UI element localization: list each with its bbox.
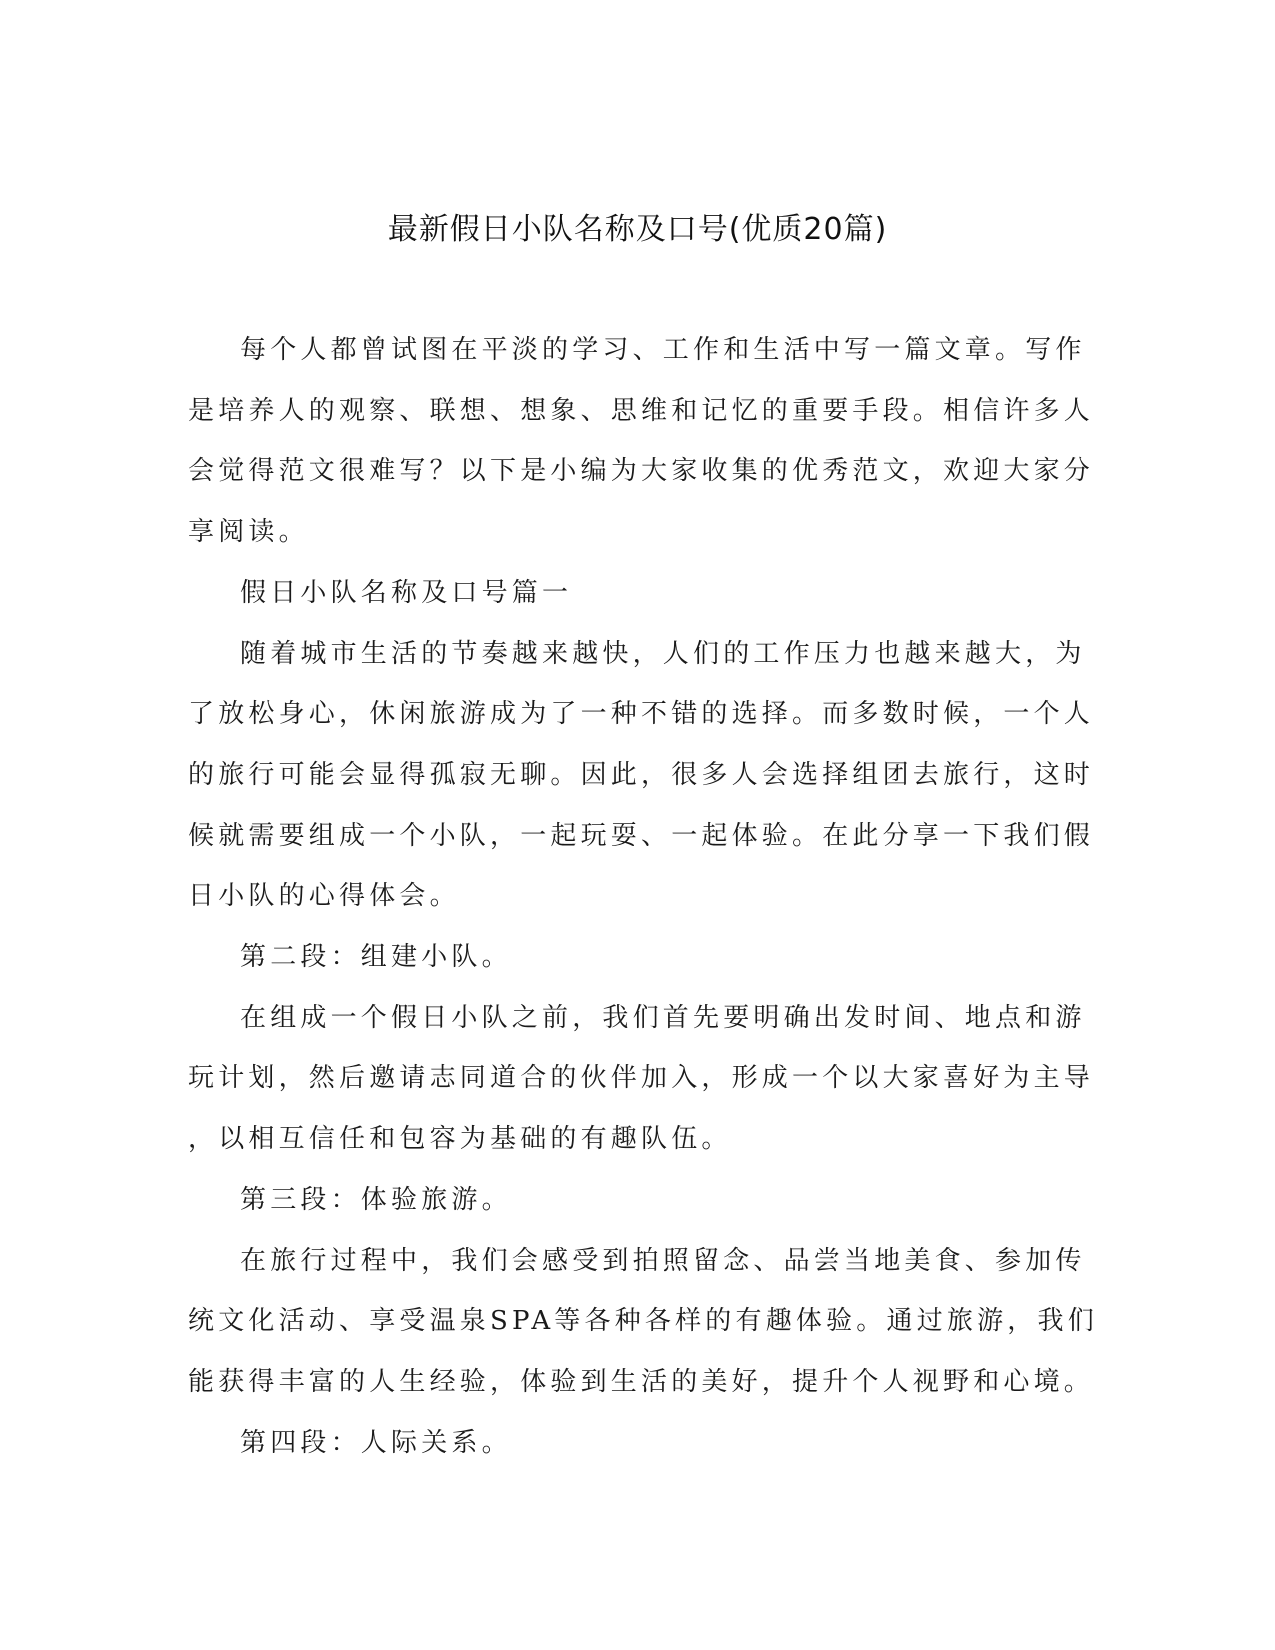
paragraph-body — [188, 624, 1095, 928]
section-heading — [188, 1170, 1068, 1231]
text-line: 了放松身心，休闲旅游成为了一种不错的选择。而多数时候，一个人 — [188, 699, 1095, 730]
text-line: 日小队的心得体会。 — [188, 881, 460, 912]
text-line: 在旅行过程中，我们会感受到拍照留念、品尝当地美食、参加传 — [240, 1245, 1086, 1276]
text-line: 能获得丰富的人生经验，体验到生活的美好，提升个人视野和心境。 — [188, 1366, 1095, 1397]
text-line: 统文化活动、享受温泉SPA等各种各样的有趣体验。通过旅游，我们 — [188, 1306, 1098, 1337]
text-line: 假日小队名称及口号篇一 — [240, 577, 573, 608]
section-heading — [188, 563, 1068, 624]
text-line: 第三段：体验旅游。 — [240, 1184, 512, 1215]
text-line: 在组成一个假日小队之前，我们首先要明确出发时间、地点和游 — [240, 1002, 1086, 1033]
paragraph-intro — [188, 320, 1095, 563]
text-line: 享阅读。 — [188, 517, 309, 548]
text-line: 玩计划，然后邀请志同道合的伙伴加入，形成一个以大家喜好为主导 — [188, 1063, 1095, 1094]
text-line: 随着城市生活的节奏越来越快，人们的工作压力也越来越大，为 — [240, 638, 1086, 669]
section-heading — [188, 1413, 1068, 1474]
section-heading — [188, 927, 1068, 988]
text-line: 第二段：组建小队。 — [240, 942, 512, 973]
text-line: 每个人都曾试图在平淡的学习、工作和生活中写一篇文章。写作 — [240, 335, 1086, 365]
text-line: 会觉得范文很难写？以下是小编为大家收集的优秀范文，欢迎大家分 — [188, 456, 1095, 487]
text-line: 是培养人的观察、联想、想象、思维和记忆的重要手段。相信许多人 — [188, 395, 1095, 426]
paragraph-body — [188, 988, 1095, 1170]
paragraph-body — [188, 1231, 1098, 1413]
text-line: 第四段：人际关系。 — [240, 1427, 512, 1458]
text-line: 候就需要组成一个小队，一起玩耍、一起体验。在此分享一下我们假 — [188, 820, 1095, 851]
document-title: 最新假日小队名称及口号(优质20篇) — [387, 212, 888, 247]
text-line: 的旅行可能会显得孤寂无聊。因此，很多人会选择组团去旅行，这时 — [188, 759, 1095, 790]
document-body — [188, 320, 1098, 1473]
text-line: ，以相互信任和包容为基础的有趣队伍。 — [188, 1124, 732, 1155]
